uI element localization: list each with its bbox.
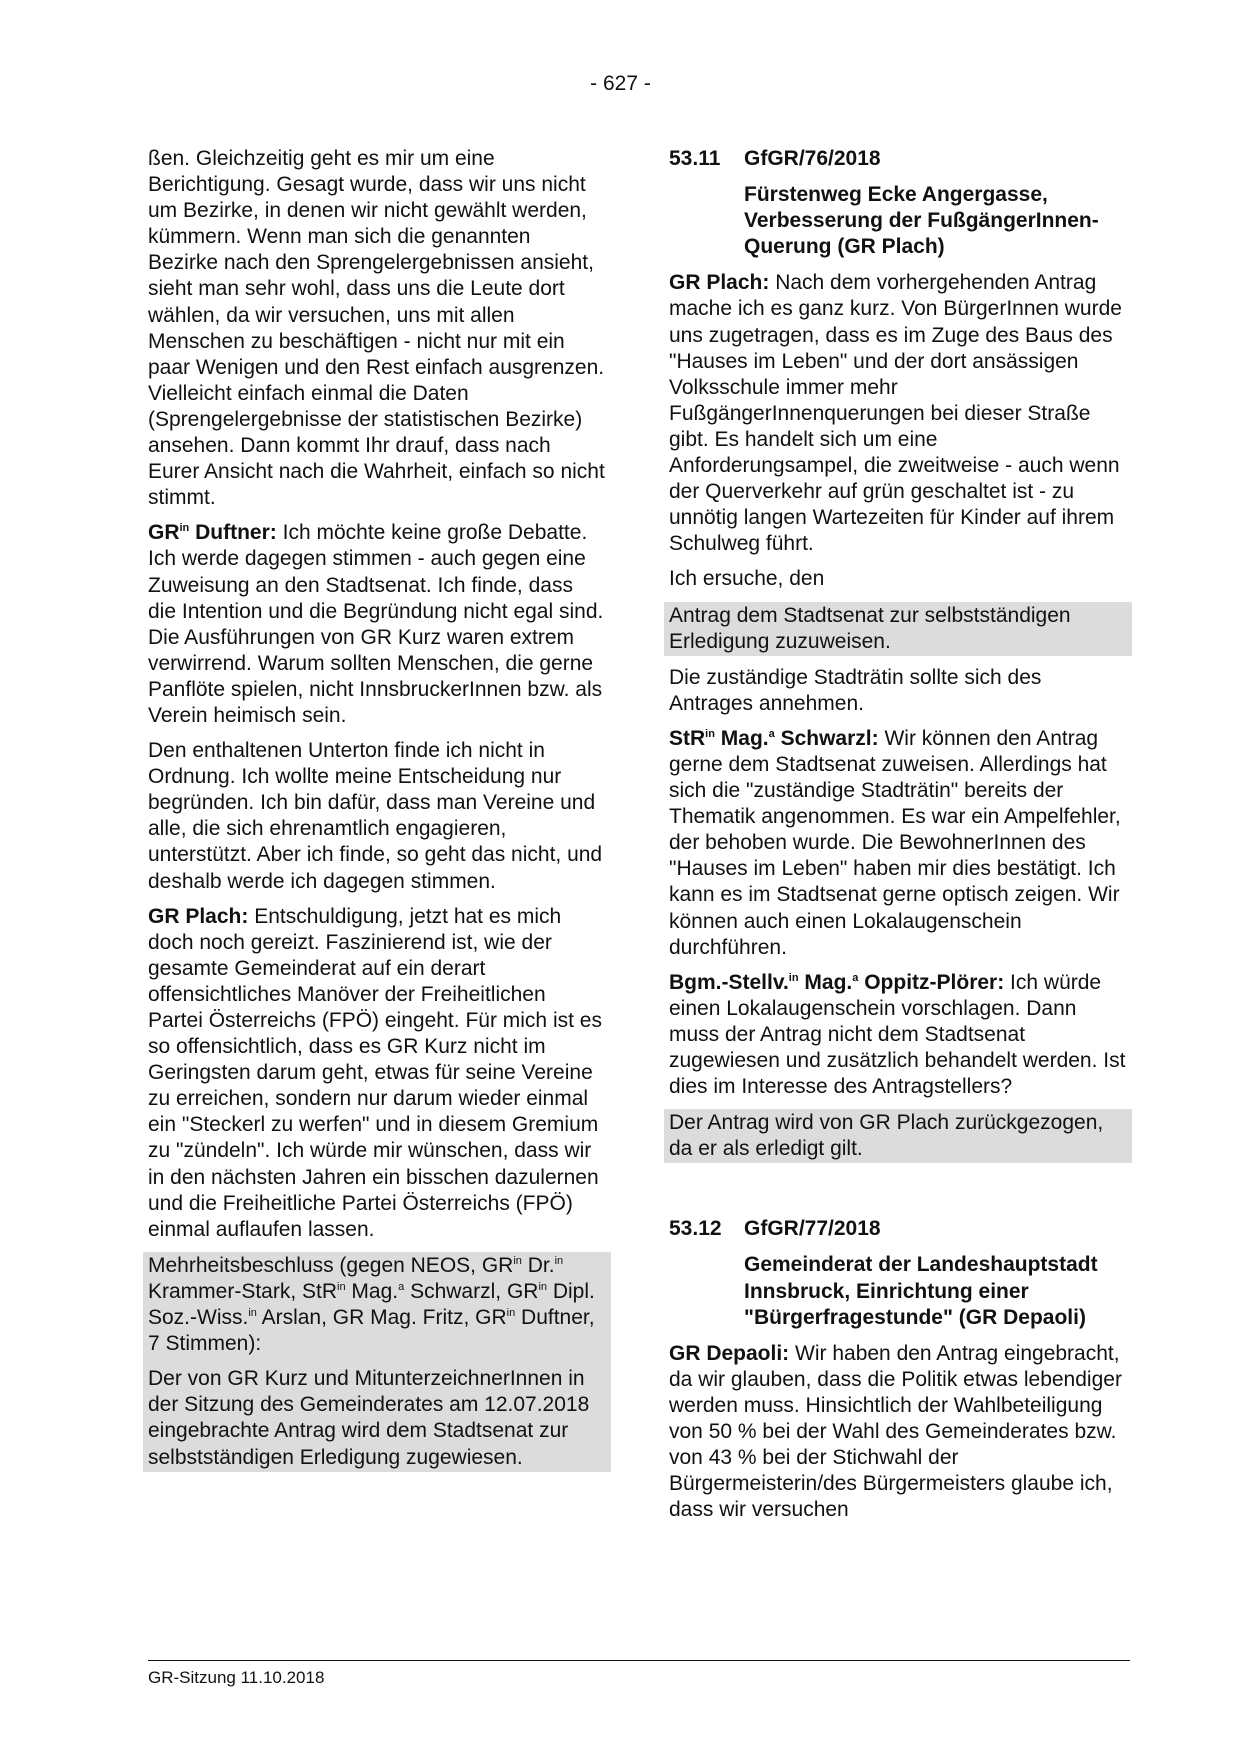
footer-text: GR-Sitzung 11.10.2018 (148, 1668, 325, 1687)
speaker-name: GR Plach: (669, 271, 770, 295)
footer-rule (148, 1660, 1130, 1661)
paragraph-plach: GR Plach: Nach dem vorhergehenden Antrag mache ich es ganz kurz. Von BürgerInnen wurde uns zugetragen, dass es im Zuge des Baus des "Hauses im Leben" und der dort ansässigen Volksschule immer mehr FußgängerInnenquerungen bei dieser Straße gibt. Es handelt sich um eine Anforderungsampel, die zweitweise - auch wenn der Querverkehr auf grün geschaltet ist - zu unnötig langen Wartezeiten für Kinder auf ihrem Schulweg führt. (669, 271, 1122, 556)
section-title: Gemeinderat der Landeshauptstadt Innsbruck, Einrichtung einer "Bürgerfragestunde" (GR Depaoli) (744, 1253, 1098, 1329)
section-number: 53.11 (669, 147, 721, 170)
section-number: 53.12 (669, 1217, 722, 1241)
speaker-name: StR$^{in}$ Mag.$^a$ Schwarzl: (669, 726, 879, 750)
paragraph: Die zuständige Stadträtin sollte sich des Antrages annehmen. (669, 665, 1042, 715)
paragraph-oppitz-ploerer: Bgm.-Stellv.$^{in}$ Mag.$^a$ Oppitz-Plörer: Ich würde einen Lokalaugenschein vorschlagen. Dann muss der Antrag nicht dem Stadtsenat zugewiesen und zusätzlich behandelt werden. Ist dies im Interesse des Antragstellers? (669, 970, 1126, 1099)
resolution-box (143, 1252, 611, 1472)
paragraph: ßen. Gleichzeitig geht es mir um eine Berichtigung. Gesagt wurde, dass wir uns nicht um Bezirke, in denen wir nicht gewählt werden, kümmern. Wenn man sich die genannten Bezirke nach den Sprengelergebnissen ansieht, sieht man sehr wohl, dass uns die Leute dort wählen, da wir versuchen, uns mit allen Menschen zu beschäftigen - nicht nur mit ein paar Wenigen und den Rest einfach ausgrenzen. Vielleicht einfach einmal die Daten (Sprengelergebnisse der statistischen Bezirke) ansehen. Dann kommt Ihr drauf, dass nach Eurer Ansicht nach die Wahrheit, einfach so nicht stimmt. (148, 147, 605, 510)
section-id: GfGR/76/2018 (744, 147, 881, 170)
section-spacer (669, 1172, 1127, 1216)
section-heading (669, 146, 1127, 172)
section-title: Fürstenweg Ecke Angergasse, Verbesserung der FußgängerInnen-Querung (GR Plach) (744, 183, 1099, 259)
vote-result: Mehrheitsbeschluss (gegen NEOS, $GR^{in}$ Dr.$^{in}$ Krammer-Stark, StR$^{in}$ Mag.$^a$ Schwarzl, $GR^{in}$ Dipl. Soz.-Wiss.$^{in}$ Arslan, GR Mag. Fritz, $GR^{in}$ Duftner, 7 Stimmen): (148, 1253, 595, 1356)
page-number: - 627 - (590, 72, 651, 95)
resolution-text: Der Antrag wird von GR Plach zurückgezogen, da er als erledigt gilt. (669, 1111, 1104, 1161)
paragraph: Den enthaltenen Unterton finde ich nicht in Ordnung. Ich wollte meine Entscheidung nur begründen. Ich bin dafür, dass man Vereine und alle, die sich ehrenamtlich engagieren, unterstützt. Aber ich finde, so geht das nicht, und deshalb werde ich dagegen stimmen. (148, 739, 603, 893)
motion-text: Antrag dem Stadtsenat zur selbstständigen Erledigung zuzuweisen. (669, 603, 1071, 653)
speaker-name: GR Depaoli: (669, 1341, 790, 1365)
paragraph-depaoli: GR Depaoli: Wir haben den Antrag eingebracht, da wir glauben, dass die Politik etwas lebendiger werden muss. Hinsichtlich der Wahlbeteiligung von 50 % bei der Wahl des Gemeinderates bzw. von 43 % bei der Stichwahl der Bürgermeisterin/des Bürgermeisters glaube ich, dass wir versuchen (669, 1341, 1122, 1522)
section-id: GfGR/77/2018 (744, 1217, 881, 1241)
right-column (669, 146, 1127, 1532)
paragraph-plach: GR Plach: Entschuldigung, jetzt hat es mich doch noch gereizt. Faszinierend ist, wie der gesamte Gemeinderat auf ein derart offensichtliches Manöver der Freiheitlichen Partei Österreichs (FPÖ) eingeht. Für mich ist es so offensichtlich, dass es GR Kurz nicht im Geringsten darum geht, etwas für seine Vereine zu erreichen, sondern nur darum wieder einmal ein "Steckerl zu werfen" und in diesem Gremium zu "zündeln". Ich würde mir wünschen, dass wir in den nächsten Jahren ein bisschen dazulernen und die Freiheitliche Partei Österreichs (FPÖ) einmal auflaufen lassen. (148, 904, 602, 1241)
speaker-name: Bgm.-Stellv.$^{in}$ Mag.$^a$ Oppitz-Plörer: (669, 970, 1005, 994)
motion-box (664, 602, 1132, 656)
paragraph-duftner: $GR^{in}$ Duftner: Ich möchte keine große Debatte. Ich werde dagegen stimmen - auch gegen eine Zuweisung an den Stadtsenat. Ich finde, dass die Intention und die Begründung nicht egal sind. Die Ausführungen von GR Kurz waren extrem verwirrend. Warum sollten Menschen, die gerne Panflöte spielen, nicht InnsbruckerInnen bzw. als Verein heimisch sein. (148, 521, 604, 727)
section-heading (669, 1216, 1127, 1242)
speaker-name: GR Plach: (148, 904, 249, 928)
resolution-text: Der von GR Kurz und MitunterzeichnerInnen in der Sitzung des Gemeinderates am 12.07.2018 eingebrachte Antrag wird dem Stadtsenat zur selbstständigen Erledigung zugewiesen. (148, 1367, 590, 1469)
paragraph: Ich ersuche, den (669, 567, 825, 591)
paragraph-schwarzl: StR$^{in}$ Mag.$^a$ Schwarzl: Wir können den Antrag gerne dem Stadtsenat zuweisen. Allerdings hat sich die "zuständige Stadträtin" bereits der Thematik angenommen. Es war ein Ampelfehler, der behoben wurde. Die BewohnerInnen des "Hauses im Leben" haben mir dies bestätigt. Ich kann es im Stadtsenat gerne optisch zeigen. Wir können auch einen Lokalaugenschein durchführen. (669, 726, 1121, 959)
speaker-name: $GR^{in}$ Duftner: (148, 521, 277, 545)
left-column (148, 146, 606, 1481)
resolution-box (664, 1109, 1132, 1163)
